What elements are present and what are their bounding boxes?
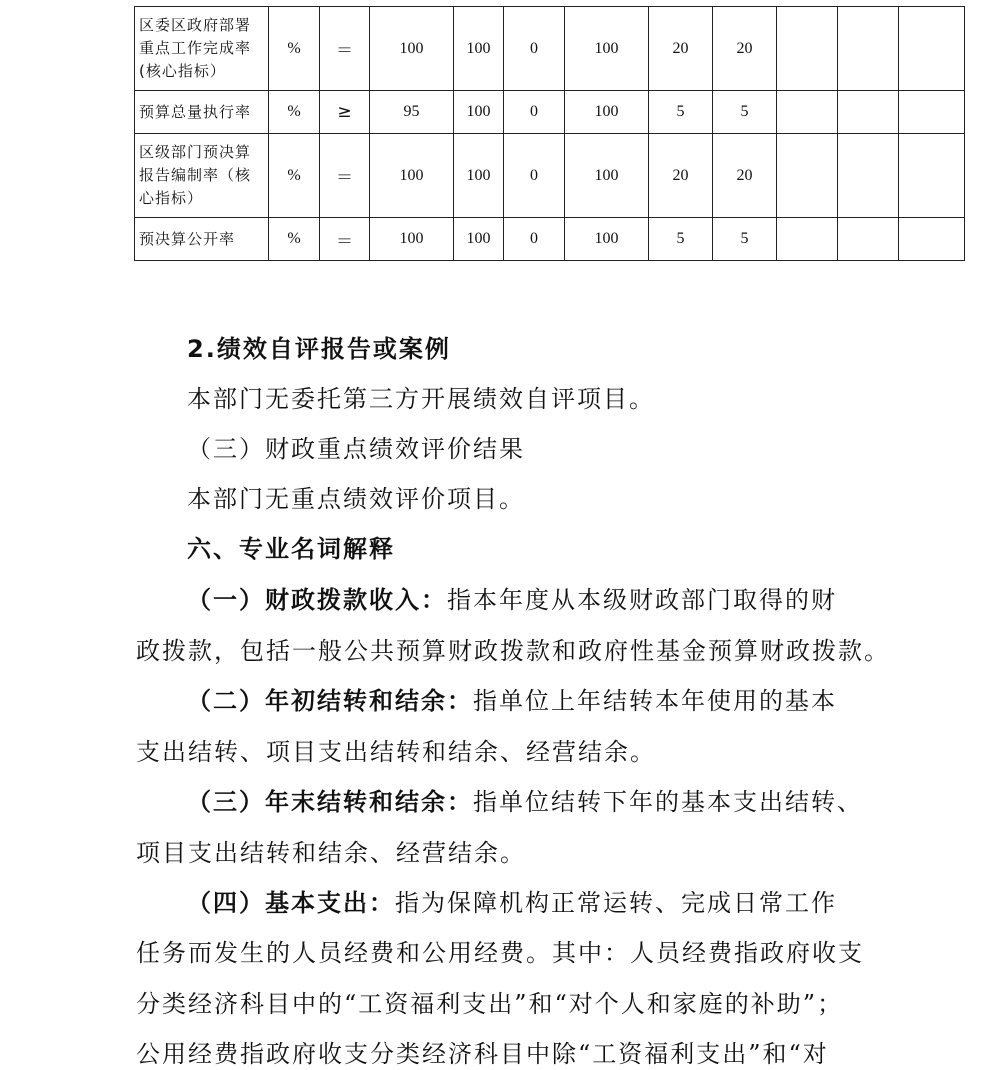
actual-value-cell: 100 [454,134,504,218]
indicator-name-cell [135,134,269,218]
operator-cell: ＝ [320,218,370,261]
term-label: （二）年初结转和结余： [187,686,473,715]
term-definition: 指单位上年结转本年使用的基本 [473,687,837,715]
section-heading: 六、专业名词解释 [187,535,395,563]
completion-rate-cell: 100 [565,91,649,134]
indicator-name-line: 区委区政府部署 [139,16,252,34]
term-label: （三）年末结转和结余： [187,787,473,816]
weight-cell: 5 [649,218,713,261]
deviation-cell: 0 [504,218,565,261]
empty-cell [899,7,965,91]
performance-indicator-table [134,6,965,261]
deviation-cell: 0 [504,134,565,218]
weight-cell: 20 [649,7,713,91]
table-row [135,91,965,134]
empty-cell [777,218,838,261]
empty-cell [899,91,965,134]
term-paragraph-line: 公用经费指政府收支分类经济科目中除“工资福利支出”和“对 [136,1040,829,1068]
term-label: （一）财政拨款收入： [187,585,447,614]
empty-cell [838,91,899,134]
empty-cell [838,134,899,218]
empty-cell [899,218,965,261]
operator-cell: ＝ [320,134,370,218]
target-value-cell: 100 [370,7,454,91]
indicator-name-line: 预算总量执行率 [139,102,252,121]
table-row [135,218,965,261]
empty-cell [777,91,838,134]
section-heading: （三）财政重点绩效评价结果 [187,435,525,463]
score-cell: 5 [713,91,777,134]
term-paragraph-line [187,585,837,615]
term-paragraph-line: 政拨款，包括一般公共预算财政拨款和政府性基金预算财政拨款。 [136,637,890,665]
empty-cell [838,218,899,261]
term-paragraph-line [187,686,837,716]
indicator-name-line: (核心指标） [139,62,226,80]
paragraph: 本部门无重点绩效评价项目。 [187,485,525,513]
term-paragraph-line: 项目支出结转和结余、经营结余。 [136,839,526,867]
target-value-cell: 100 [370,134,454,218]
completion-rate-cell: 100 [565,218,649,261]
target-value-cell: 95 [370,91,454,134]
term-definition: 指本年度从本级财政部门取得的财 [447,586,837,614]
indicator-name-line: 重点工作完成率 [139,39,252,57]
indicator-name-line: 心指标） [139,189,204,207]
operator-cell: ≥ [320,91,370,134]
deviation-cell: 0 [504,7,565,91]
completion-rate-cell: 100 [565,7,649,91]
actual-value-cell: 100 [454,7,504,91]
term-paragraph-line: 任务而发生的人员经费和公用经费。其中：人员经费指政府收支 [136,939,864,967]
actual-value-cell: 100 [454,218,504,261]
score-cell: 20 [713,7,777,91]
empty-cell [777,134,838,218]
indicator-name-line: 预决算公开率 [139,229,236,248]
term-definition: 指为保障机构正常运转、完成日常工作 [395,889,837,917]
score-cell: 5 [713,218,777,261]
indicator-name-cell [135,218,269,261]
paragraph: 本部门无委托第三方开展绩效自评项目。 [187,385,655,413]
term-paragraph-line: 支出结转、项目支出结转和结余、经营结余。 [136,738,656,766]
unit-cell: % [269,7,320,91]
term-paragraph-line [187,888,837,918]
section-heading: 2.绩效自评报告或案例 [187,335,451,363]
deviation-cell: 0 [504,91,565,134]
table-row [135,7,965,91]
completion-rate-cell: 100 [565,134,649,218]
operator-cell: ＝ [320,7,370,91]
empty-cell [838,7,899,91]
unit-cell: % [269,218,320,261]
empty-cell [899,134,965,218]
term-label: （四）基本支出： [187,888,395,917]
score-cell: 20 [713,134,777,218]
term-definition: 指单位结转下年的基本支出结转、 [473,788,863,816]
unit-cell: % [269,134,320,218]
indicator-name-line: 报告编制率（核 [139,166,252,184]
unit-cell: % [269,91,320,134]
weight-cell: 20 [649,134,713,218]
table-row [135,134,965,218]
empty-cell [777,7,838,91]
actual-value-cell: 100 [454,91,504,134]
indicator-name-line: 区级部门预决算 [139,143,252,161]
indicator-name-cell [135,91,269,134]
term-paragraph-line: 分类经济科目中的“工资福利支出”和“对个人和家庭的补助”； [136,990,844,1018]
weight-cell: 5 [649,91,713,134]
indicator-name-cell [135,7,269,91]
term-paragraph-line [187,787,863,817]
target-value-cell: 100 [370,218,454,261]
